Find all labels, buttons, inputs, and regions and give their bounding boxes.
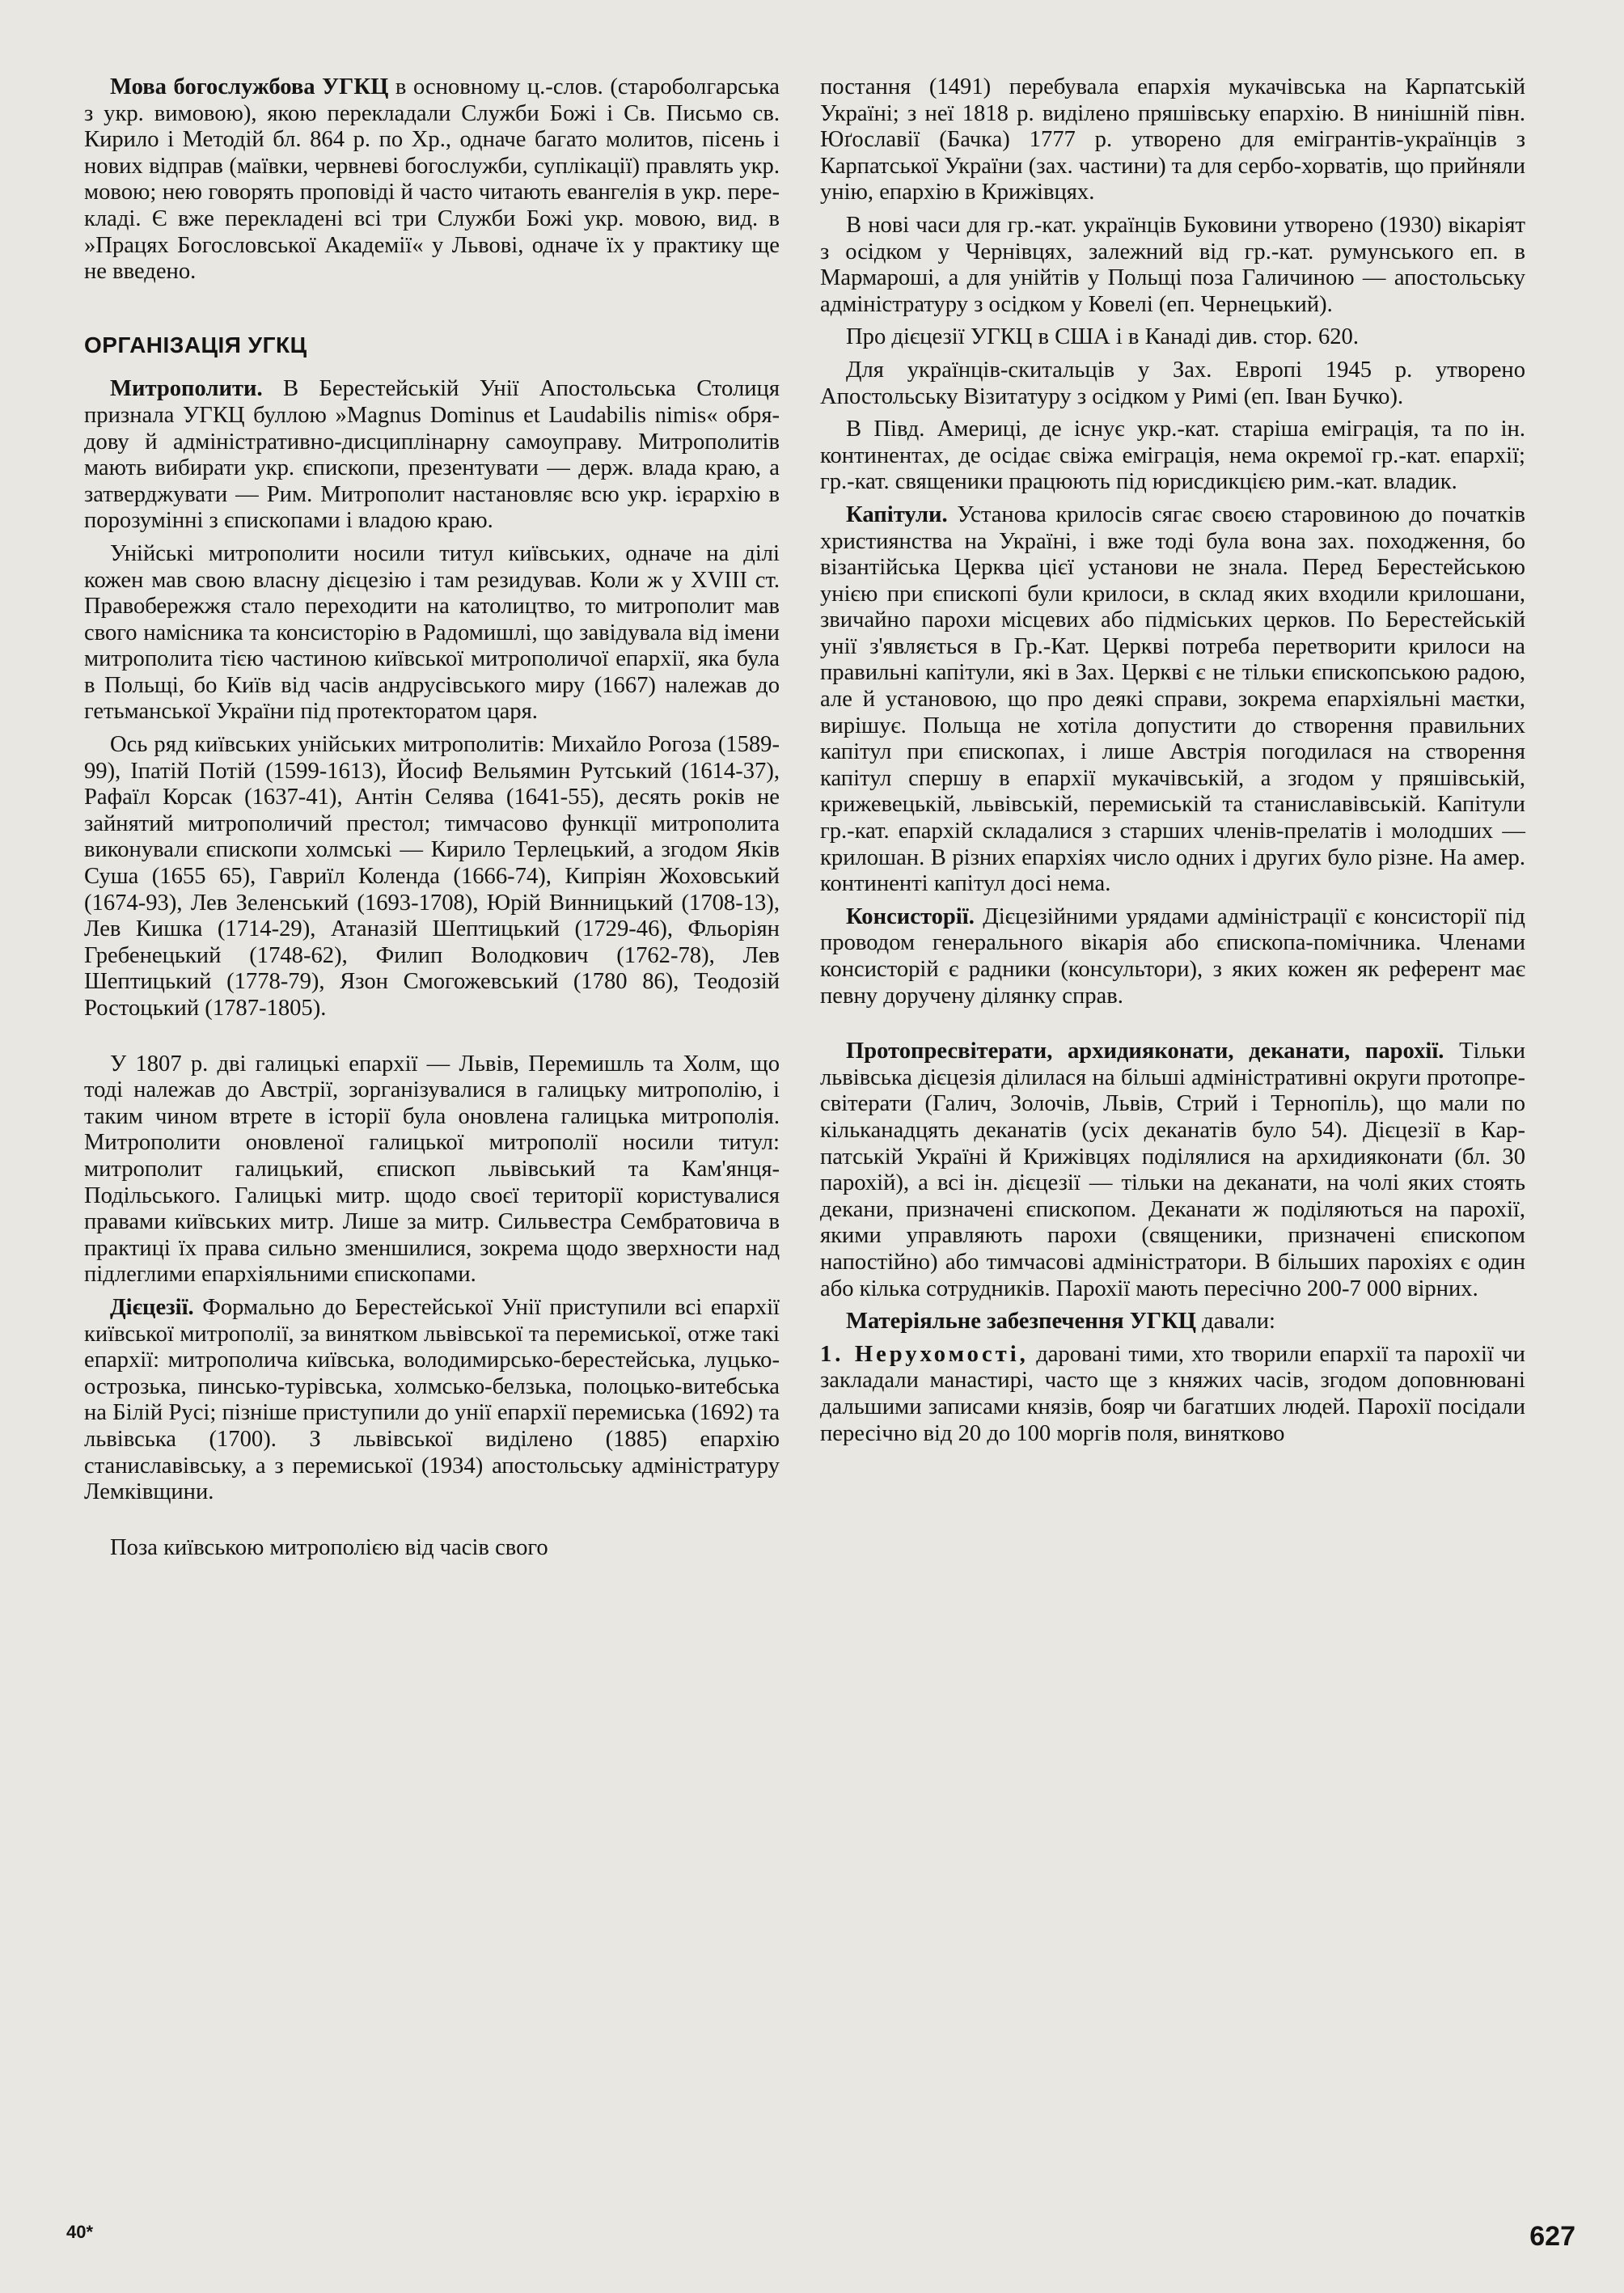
paragraph-south-america: В Півд. Америці, де існує укр.-кат. старіша еміграція, та по ін. континентах, де осідає свіжа еміграція, нема окремої гр.-кат. епархії; гр.-кат. священики працюють під юрисдикцією рим.-кат. владик. [820,417,1525,495]
paragraph-chapters: Капітули. Установа крилосів сягає своєю старовиною до початків християнства на Україні, і вже тоді була вона зах. походження, бо візантійська Церква цієї установи не знала. Перед Берестейською унією при єпископі були крилоси, в склад яких входили крилошани, звичайно парохи місцевих або підміських церков. По Берестейській унії з'являється в Гр.-Кат. Церкві потреба перетворити крилоси на правильні капітули, які в Зах. Церкві є не тільки єпископською радою, але й установою, що про деякі справи, зокрема епархіяльні маєтки, вирішує. Польща не хотіла допустити до створення правильних капітул при єпископах, і лише Австрія погодилася на створення капітул спершу в епархії мукачівській, а згодом у пряшівській, крижевецькій, львівській, перемиській та станиславівській. Капітули гр.-кат. епархій складалися з старших членів-прелатів і молодших — крилошан. В різних епархіях число одних і других було різне. На амер. континенті капітул досі нема. [820,501,1525,897]
paragraph-bukovyna: В нові часи для гр.-кат. українців Буковини утворено (1930) вікаріят з осідком у Чернівцях, залежний від гр.-кат. румунського еп. в Мармароші, а для унійтів у Польщі поза Галичиною — апостольську адміністратуру з осідком у Ковелі (еп. Чернецький). [820,212,1525,317]
paragraph-galician-metropoly: У 1807 р. дві галицькі епархії — Львів, Перемишль та Холм, що тоді належав до Австрії, зорганізувалися в галицьку митрополію, і таким чином втрете в історії була оновлена галицька митрополія. Митрополити оновленої галицької митрополії носили титул: митрополит галицький, єпископ львівський та Кам'янця-Подільського. Галицькі митр. щодо своєї території користувалися правами київських митр. Лише за митр. Сильвестра Сембратовича в практиці їх права сильно зменшилися, зокрема щодо зверхности над підлеглими епархіяльними єпископами. [84,1051,780,1288]
section-heading: ОРГАНІЗАЦІЯ УГКЦ [84,332,307,357]
paragraph-consistories: Консисторії. Дієцезійними урядами адміністрації є консисторії під проводом генерального вікарія або єпископа-помічника. Членами консисторій є радники (консультори), з яких кожен як референт має певну доручену ділянку справ. [820,903,1525,1009]
paragraph-continued: Поза київською митрополією від часів свого [110,1534,548,1560]
paragraph-metropolitans: Митрополити. В Берестейській Унії Апостольська Столиця признала УГКЦ буллою »Magnus Dominus et Laudabilis nimis« обрядову й адміністративно-дисциплінарну самоуправу. Митрополитів мають вибирати укр. єпископи, презентувати — держ. влада краю, а затверджувати — Рим. Митрополит настановляє всю укр. ієрархію в порозумінні з єпископами і владою краю. [84,376,780,534]
page-number: 627 [1529,2221,1575,2252]
paragraph-material-support: Матеріяльне забезпечення УГКЦ давали: [846,1309,1275,1335]
left-column [84,74,780,1561]
signature-mark: 40* [66,2222,94,2242]
paragraph-real-estate: 1. Нерухомості, даровані тими, хто творили епархії та парохії чи закладали манастирі, часто ще з княжих часів, згодом доповнювані дальшими записами князів, бояр чи багатших людей. Парохії посідали пересічно від 20 до 100 моргів поля, винятково [820,1341,1525,1446]
paragraph-deaneries: Протопресвітерати, архидияконати, деканати, парохії. Тільки львівська дієцезія ділилася на більші адміністративні округи протопресвітерати (Галич, Золочів, Львів, Стрий і Тернопіль), що мали по кільканадцять деканатів (усіх деканатів було 54). Дієцезії в Карпатській Україні й Крижівцях поділялися на архидияконати (бл. 30 парохій), а всі ін. дієцезії — тільки на деканати, на чолі яких стоять декани, призначені єпископом. Деканати ж поділяються на парохії, якими управляють парохи (священики, призначені єпископом напостійно) або тимчасові адміністратори. В більших парохіях є один або кілька сотрудників. Парохії мають пересічно 200-7 000 вірних. [820,1039,1525,1301]
run-in-heading: Матеріяльне забезпечення УГКЦ [846,1309,1196,1335]
run-in-heading: 1. Нерухомості, [820,1341,1029,1367]
run-in-heading: Консисторії. [846,903,975,929]
paragraph-usa-canada: Про дієцезії УГКЦ в США і в Канаді див. стор. 620. [846,324,1359,350]
paragraph-metropolitan-list: Ось ряд київських унійських митрополитів: Михайло Рогоза (1589-99), Іпатій Потій (1599-1613), Йосиф Вельямин Рутський (1614-37), Рафаїл Корсак (1637-41), Антін Селява (1641-55), десять років не зайнятий митрополичий престол; тимчасово функції митрополита виконували єпископи холмські — Кирило Терлецький, а згодом Яків Суша (1655 65), Гавриїл Коленда (1666-74), Кипріян Жоховський (1674-93), Лев Зеленський (1693-1708), Юрій Винницький (1708-13), Лев Кишка (1714-29), Атаназій Шептицький (1729-46), Фльоріян Гребенецький (1748-62), Филип Володкович (1762-78), Лев Шептицький (1778-79), Язон Смогожевський (1780 86), Теодозій Ростоцький (1787-1805). [84,732,780,1021]
paragraph-dioceses: Дієцезії. Формально до Берестейської Унії приступили всі епархії київської митрополії, за винятком львівської та перемиської, отже такі епархії: митрополича київська, володимирсько-берестейська, луцько-острозька, пинсько-турівська, холмсько-белзька, полоцько-витебська на Білій Русі; пізніше приступили до унії епархії перемиська (1692) та львівська (1700). З львівської виділено (1885) епархію станиславівську, а з перемиської (1934) апостольську адміністратуру Лемківщини. [84,1294,780,1505]
right-column [820,74,1525,1447]
paragraph-western-europe: Для українців-скитальців у Зах. Европі 1945 р. утворено Апостольську Візитатуру з осідком у Римі (еп. Іван Бучко). [820,357,1525,409]
paragraph-mukachevo: постання (1491) перебувала епархія мукачівська на Карпатській Україні; з неї 1818 р. виділено пряшівську епархію. В нинішній півн. Юґославії (Бачка) 1777 р. утворено для емігрантів-українців з Карпатської України (зах. частини) та для сербо-хорватів, що прийняли унію, епархію в Крижівцях. [820,74,1525,205]
paragraph-kyiv-titles: Унійські митрополити носили титул київських, одначе на ділі кожен мав свою власну дієцезію і там резидував. Коли ж у XVIII ст. Правобережжя стало переходити на католицтво, то митрополит мав свого намісника та консисторію в Радомишлі, що завідувала від імени митрополита тією частиною київської митрополичої епархії, яка була в Польщі, бо Київ від часів андрусівського миру (1667) належав до гетьманської України під протекторатом царя. [84,540,780,725]
run-in-heading: Дієцезії. [110,1294,194,1320]
run-in-heading: Капітули. [846,501,948,527]
paragraph-liturgical-language: Мова богослужбова УГКЦ в основному ц.-слов. (староболгарська з укр. вимовою), якою перекладали Служби Божі і Св. Письмо св. Кирило і Методій бл. 864 р. по Хр., одначе багато молитов, пісень і нових відправ (маївки, червневі богослужби, суплікації) правлять укр. мовою; нею говорять проповіді й часто читають евангелія в укр. перекладі. Є вже перекладені всі три Служби Божі укр. мовою, вид. в »Працях Богословської Академії« у Львові, одначе їх у практику ще не введено. [84,74,780,285]
run-in-heading: Мова богослужбова УГКЦ [110,74,389,99]
run-in-heading: Протопресвітерати, архидияконати, деканати, парохії. [846,1039,1444,1064]
run-in-heading: Митрополити. [110,376,263,402]
